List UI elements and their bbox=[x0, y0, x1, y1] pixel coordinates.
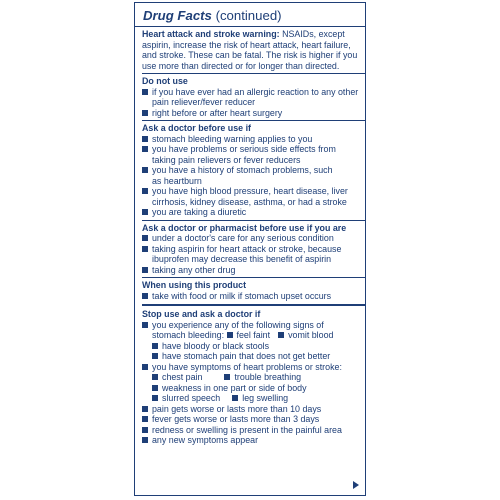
section-divider bbox=[142, 304, 365, 306]
square-bullet-icon bbox=[142, 110, 148, 116]
square-bullet-icon bbox=[142, 437, 148, 443]
square-bullet-icon bbox=[152, 385, 158, 391]
square-bullet-icon bbox=[142, 293, 148, 299]
sub-list-item: have bloody or black stools bbox=[162, 340, 270, 351]
list-item: right before or after heart surgery bbox=[152, 107, 283, 118]
heart-warning-text: aspirin, increase the risk of heart attack, heart failure, bbox=[142, 39, 351, 50]
stop-use-section bbox=[135, 307, 365, 448]
list-item: you have a history of stomach problems, such bbox=[152, 165, 333, 175]
continue-arrow-icon bbox=[353, 481, 359, 489]
do-not-use-section bbox=[135, 74, 365, 120]
square-bullet-icon bbox=[142, 267, 148, 273]
square-bullet-icon bbox=[152, 343, 158, 349]
drug-facts-header bbox=[135, 3, 365, 27]
list-item: stomach bleeding warning applies to you bbox=[152, 133, 313, 144]
square-bullet-icon bbox=[142, 209, 148, 215]
square-bullet-icon bbox=[142, 416, 148, 422]
square-bullet-icon bbox=[224, 374, 230, 380]
square-bullet-icon bbox=[142, 167, 148, 173]
list-item: take with food or milk if stomach upset occurs bbox=[152, 290, 332, 301]
list-item: fever gets worse or lasts more than 3 days bbox=[152, 414, 320, 424]
square-bullet-icon bbox=[142, 89, 148, 95]
drug-facts-continued: (continued) bbox=[215, 8, 282, 23]
heart-warning-heading: Heart attack and stroke warning: bbox=[142, 29, 280, 39]
ask-pharmacist-heading: Ask a doctor or pharmacist before use if you are bbox=[142, 222, 347, 233]
list-item: taking any other drug bbox=[152, 264, 236, 275]
drug-facts-panel bbox=[134, 2, 366, 496]
square-bullet-icon bbox=[142, 364, 148, 370]
square-bullet-icon bbox=[152, 395, 158, 401]
square-bullet-icon bbox=[142, 322, 148, 328]
list-item-continued: taking pain relievers or fever reducers bbox=[152, 154, 301, 165]
list-item: you have symptoms of heart problems or stroke: bbox=[152, 361, 342, 372]
list-item-continued: as heartburn bbox=[152, 175, 202, 186]
square-bullet-icon bbox=[142, 146, 148, 152]
square-bullet-icon bbox=[142, 136, 148, 142]
heart-warning-text: NSAIDs, except bbox=[282, 29, 345, 39]
sub-list-item: weakness in one part or side of body bbox=[162, 382, 307, 393]
ask-doctor-section bbox=[135, 121, 365, 220]
list-item-continued: cirrhosis, kidney disease, asthma, or had a stroke bbox=[152, 196, 347, 207]
square-bullet-icon bbox=[142, 235, 148, 241]
heart-warning-section bbox=[135, 27, 365, 73]
list-item-continued: ibuprofen may decrease this benefit of aspirin bbox=[152, 254, 332, 264]
sub-list-item: chest pain bbox=[162, 372, 203, 382]
list-item: you have problems or serious side effects from bbox=[152, 144, 336, 154]
square-bullet-icon bbox=[152, 353, 158, 359]
sub-list-item: vomit blood bbox=[288, 330, 334, 340]
square-bullet-icon bbox=[278, 332, 284, 338]
list-item: any new symptoms appear bbox=[152, 435, 259, 445]
ask-pharmacist-section bbox=[135, 221, 365, 278]
sub-list-item: slurred speech bbox=[162, 393, 221, 403]
list-item-continued: stomach bleeding: bbox=[152, 330, 225, 340]
sub-list-item: have stomach pain that does not get better bbox=[162, 351, 331, 361]
list-item: you have high blood pressure, heart disease, liver bbox=[152, 186, 348, 196]
list-item: taking aspirin for heart attack or stroke, because bbox=[152, 243, 342, 254]
list-item: redness or swelling is present in the painful area bbox=[152, 424, 342, 435]
drug-facts-title: Drug Facts bbox=[143, 8, 212, 23]
when-using-heading: When using this product bbox=[142, 280, 247, 290]
list-item: you experience any of the following signs of bbox=[152, 319, 324, 330]
sub-list-item: trouble breathing bbox=[234, 372, 302, 382]
square-bullet-icon bbox=[142, 188, 148, 194]
list-item: pain gets worse or lasts more than 10 days bbox=[152, 403, 322, 414]
ask-doctor-heading: Ask a doctor before use if bbox=[142, 123, 251, 133]
square-bullet-icon bbox=[142, 427, 148, 433]
list-item-continued: pain reliever/fever reducer bbox=[152, 97, 256, 107]
heart-warning-text: use more than directed or for longer than directed. bbox=[142, 60, 340, 71]
stop-use-heading: Stop use and ask a doctor if bbox=[142, 309, 261, 319]
sub-list-item: feel faint bbox=[236, 330, 271, 340]
list-item: if you have ever had an allergic reaction to any other bbox=[152, 86, 359, 97]
heart-warning-text: and stroke. These can be fatal. The risk is higher if you bbox=[142, 50, 358, 60]
square-bullet-icon bbox=[152, 374, 158, 380]
square-bullet-icon bbox=[227, 332, 233, 338]
when-using-section bbox=[135, 278, 365, 303]
sub-list-item: leg swelling bbox=[242, 393, 289, 403]
square-bullet-icon bbox=[142, 406, 148, 412]
square-bullet-icon bbox=[142, 246, 148, 252]
do-not-use-heading: Do not use bbox=[142, 76, 188, 86]
list-item: you are taking a diuretic bbox=[152, 207, 247, 217]
list-item: under a doctor's care for any serious condition bbox=[152, 233, 334, 243]
square-bullet-icon bbox=[232, 395, 238, 401]
